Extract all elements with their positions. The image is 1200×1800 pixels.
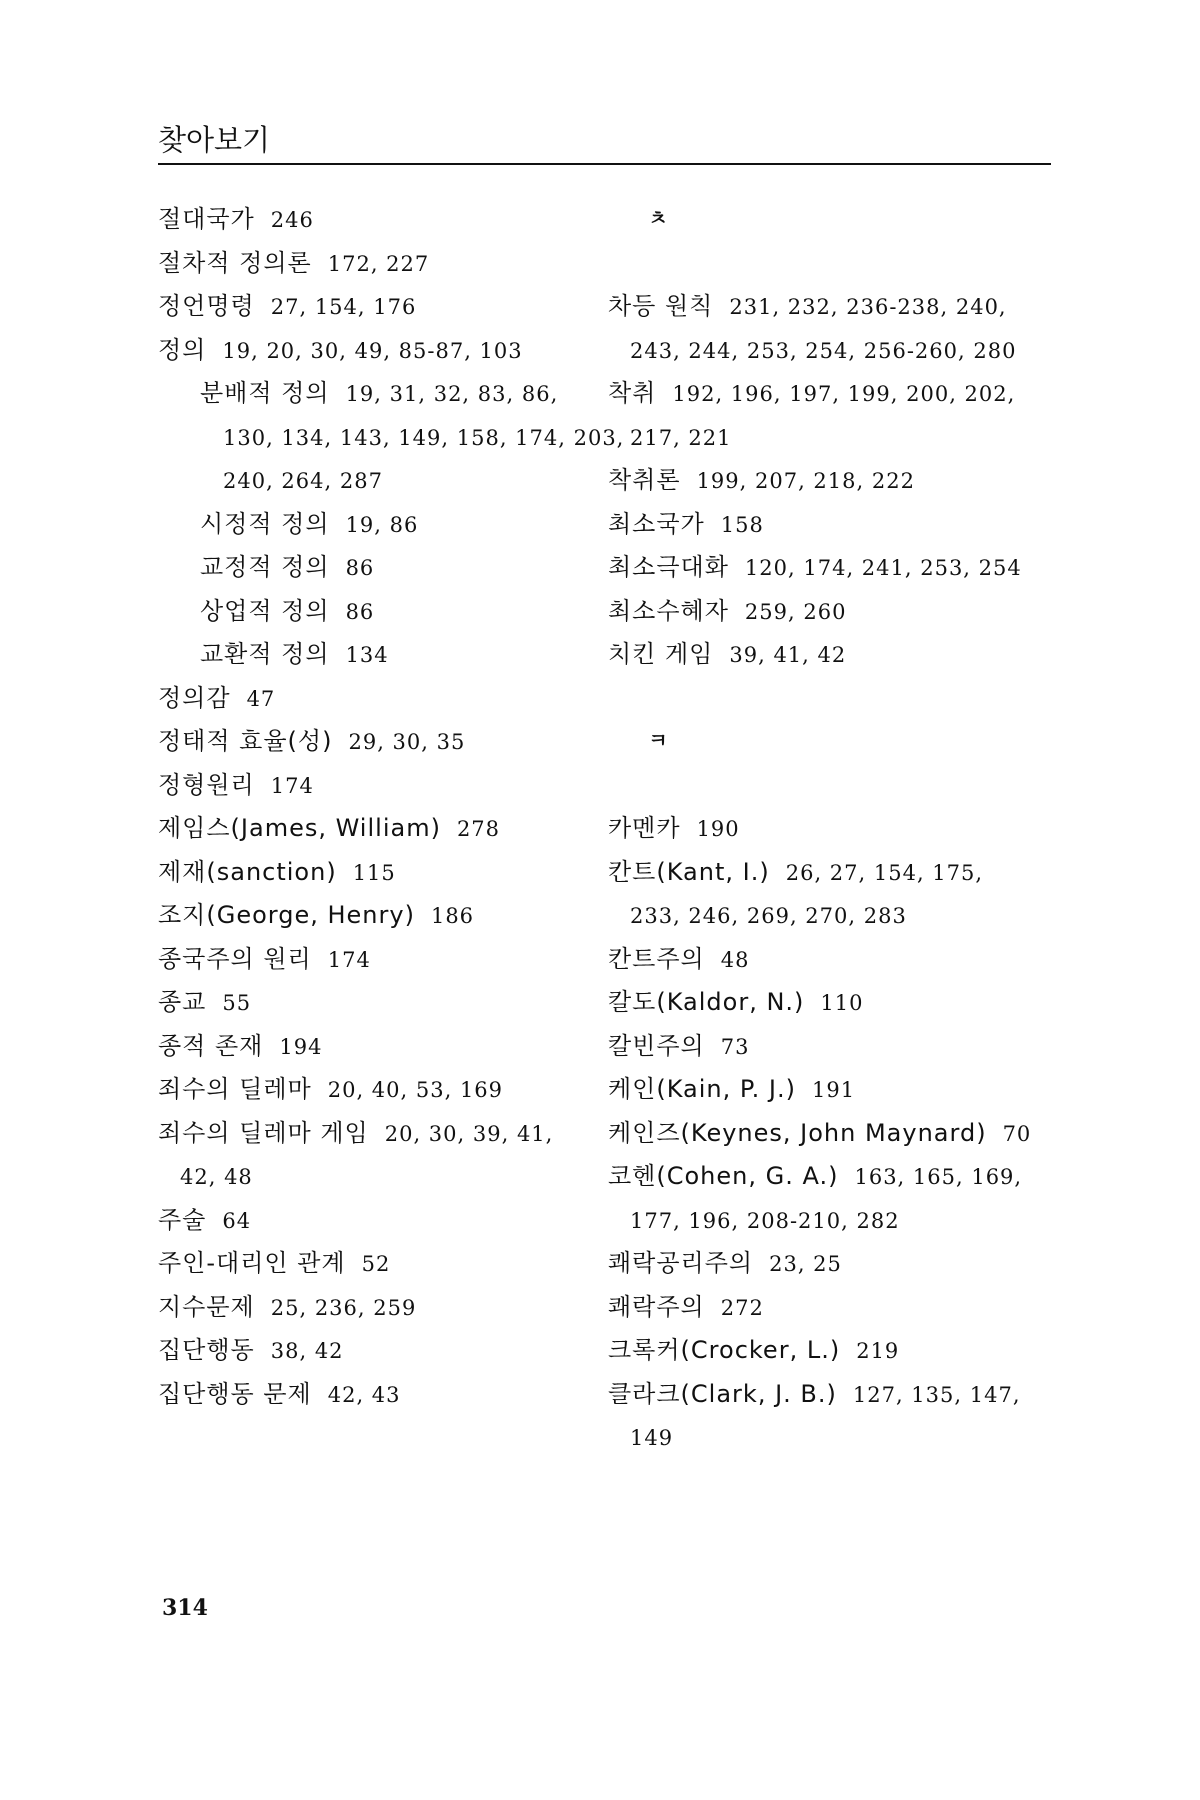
index-entry	[158, 763, 598, 807]
index-left-column	[158, 197, 625, 1415]
index-entry	[608, 1067, 1053, 1111]
index-term: 칸트주의	[608, 944, 705, 973]
index-pages: 23, 25	[769, 1252, 842, 1276]
index-entry	[608, 589, 1053, 633]
index-pages: 86	[345, 599, 375, 624]
index-pages: 70	[1002, 1121, 1032, 1146]
index-pages: 158	[720, 512, 764, 537]
index-term: 지수문제	[158, 1292, 255, 1321]
index-entry	[158, 632, 598, 676]
index-pages: 246	[270, 208, 314, 232]
index-entry	[608, 1024, 1053, 1068]
index-term: 집단행동 문제	[158, 1379, 312, 1408]
index-term: 칼도(Kaldor, N.)	[608, 988, 805, 1016]
index-pages: 219	[856, 1339, 900, 1363]
index-term: 최소국가	[608, 509, 705, 538]
index-term: 칼빈주의	[608, 1031, 705, 1060]
index-pages: 25, 236, 259	[270, 1295, 417, 1320]
index-pages: 174	[270, 773, 314, 798]
index-term: 쾌락주의	[608, 1292, 705, 1321]
index-entry	[608, 893, 1053, 937]
index-entry	[158, 1372, 598, 1416]
index-pages: 120, 174, 241, 253, 254	[744, 556, 1022, 580]
index-entry	[158, 676, 598, 720]
index-term: 케인(Kain, P. J.)	[608, 1075, 796, 1103]
index-pages: 39, 41, 42	[729, 643, 847, 667]
index-entry	[158, 328, 598, 372]
index-term: 시정적 정의	[200, 509, 330, 538]
index-term: 정형원리	[158, 770, 255, 799]
index-pages: 130, 134, 143, 149, 158, 174, 203,	[223, 425, 625, 450]
index-entry	[608, 1415, 1053, 1459]
index-pages: 115	[352, 860, 396, 885]
index-entry	[608, 980, 1053, 1024]
index-entry	[158, 371, 598, 415]
index-pages: 48	[720, 947, 750, 972]
index-entry	[158, 1067, 598, 1111]
index-term: 분배적 정의	[200, 379, 330, 407]
index-term: 정태적 효율(성)	[158, 727, 333, 755]
index-term: 종적 존재	[158, 1031, 264, 1060]
index-entry	[608, 415, 1053, 459]
index-pages: 163, 165, 169,	[854, 1165, 1023, 1189]
index-pages: 149	[630, 1426, 674, 1450]
index-term: 교환적 정의	[200, 640, 330, 668]
index-pages: 134	[345, 643, 389, 667]
index-pages: 192, 196, 197, 199, 200, 202,	[672, 382, 1016, 406]
index-pages: 86	[345, 556, 375, 580]
index-entry	[608, 1328, 1053, 1372]
index-term: 절차적 정의론	[158, 248, 312, 277]
index-pages: 42, 43	[327, 1382, 401, 1407]
index-entry	[608, 937, 1053, 981]
index-entry	[608, 241, 1053, 285]
index-term: 클라크(Clark, J. B.)	[608, 1379, 837, 1408]
index-pages: 177, 196, 208-210, 282	[630, 1208, 900, 1233]
index-pages: 194	[279, 1034, 323, 1059]
index-pages: 38, 42	[270, 1339, 344, 1363]
index-entry	[158, 980, 598, 1024]
index-entry	[608, 545, 1053, 589]
index-section-heading: ㅊ	[648, 206, 668, 230]
index-term: 크록커(Crocker, L.)	[608, 1336, 841, 1364]
index-entry	[158, 1154, 598, 1198]
index-entry	[608, 458, 1053, 502]
index-pages: 26, 27, 154, 175,	[785, 860, 984, 885]
index-pages: 19, 20, 30, 49, 85-87, 103	[222, 338, 523, 363]
index-entry	[158, 1198, 598, 1242]
index-term: 상업적 정의	[200, 596, 330, 625]
index-entry	[158, 415, 625, 459]
index-entry	[608, 1285, 1053, 1329]
index-pages: 73	[720, 1034, 750, 1059]
index-term: 칸트(Kant, I.)	[608, 857, 770, 886]
index-term: 정의감	[158, 683, 231, 712]
index-entry	[158, 502, 598, 546]
index-section-heading: ㅋ	[648, 728, 668, 752]
index-entry	[608, 850, 1053, 894]
index-pages: 47	[246, 686, 276, 711]
index-entry	[158, 197, 598, 241]
index-entry	[158, 458, 598, 502]
index-term: 정언명령	[158, 292, 255, 320]
index-term: 차등 원칙	[608, 292, 714, 320]
index-pages: 272	[720, 1295, 764, 1320]
index-pages: 19, 31, 32, 83, 86,	[345, 382, 559, 406]
index-entry	[608, 1111, 1053, 1155]
index-pages: 278	[456, 817, 501, 841]
index-pages: 233, 246, 269, 270, 283	[630, 904, 907, 928]
index-entry	[158, 241, 598, 285]
index-term: 주인-대리인 관계	[158, 1249, 346, 1277]
index-term: 케인즈(Keynes, John Maynard)	[608, 1118, 987, 1147]
index-pages: 110	[820, 991, 864, 1015]
index-pages: 259, 260	[744, 599, 847, 624]
index-pages: 55	[222, 991, 252, 1015]
index-entry	[608, 502, 1053, 546]
index-entry	[158, 1328, 598, 1372]
index-entry	[158, 719, 598, 763]
index-pages: 199, 207, 218, 222	[696, 469, 915, 493]
index-term: 제재(sanction)	[158, 857, 337, 886]
index-term: 착취	[608, 379, 657, 407]
index-right-column	[608, 197, 1053, 1459]
index-pages: 127, 135, 147,	[852, 1382, 1021, 1407]
index-term: 카멘카	[608, 814, 681, 842]
index-pages: 172, 227	[327, 251, 430, 276]
index-pages: 64	[222, 1208, 252, 1233]
index-term: 집단행동	[158, 1336, 255, 1364]
index-entry	[608, 1198, 1053, 1242]
index-entry	[608, 328, 1053, 372]
index-pages: 191	[811, 1078, 856, 1102]
index-entry	[608, 632, 1053, 676]
index-term: 주술	[158, 1205, 207, 1234]
index-entry	[158, 284, 598, 328]
index-term: 교정적 정의	[200, 553, 330, 581]
index-entry	[158, 545, 598, 589]
index-pages: 190	[696, 817, 740, 841]
index-term: 착취론	[608, 466, 681, 494]
index-pages: 217, 221	[630, 425, 732, 450]
index-term: 쾌락공리주의	[608, 1249, 754, 1277]
index-entry	[158, 806, 598, 850]
index-entry	[158, 850, 598, 894]
index-pages: 20, 30, 39, 41,	[384, 1121, 554, 1146]
index-term: 죄수의 딜레마	[158, 1075, 312, 1103]
index-pages: 19, 86	[345, 512, 419, 537]
index-pages: 186	[430, 904, 475, 928]
index-pages: 20, 40, 53, 169	[327, 1078, 504, 1102]
page-header-title: 찾아보기	[158, 123, 271, 157]
page-number: 314	[162, 1595, 208, 1621]
index-term: 최소수혜자	[608, 596, 729, 625]
index-pages: 174	[327, 947, 371, 972]
index-term: 정의	[158, 335, 207, 364]
index-pages: 29, 30, 35	[348, 730, 466, 754]
index-entry	[608, 763, 1053, 807]
index-entry	[608, 1241, 1053, 1285]
index-term: 종교	[158, 988, 207, 1016]
index-entry	[158, 893, 598, 937]
header-rule	[158, 163, 1051, 165]
index-entry	[158, 937, 598, 981]
index-term: 종국주의 원리	[158, 944, 312, 973]
index-entry	[158, 1111, 598, 1155]
index-entry	[158, 1024, 598, 1068]
index-term: 치킨 게임	[608, 640, 714, 668]
index-entry	[608, 1372, 1053, 1416]
index-term: 조지(George, Henry)	[158, 901, 415, 929]
index-pages: 42, 48	[180, 1165, 253, 1189]
index-pages: 52	[361, 1252, 391, 1276]
index-term: 코헨(Cohen, G. A.)	[608, 1162, 839, 1190]
index-entry	[608, 284, 1053, 328]
index-entry	[158, 1285, 598, 1329]
index-pages: 243, 244, 253, 254, 256-260, 280	[630, 338, 1017, 363]
index-entry	[158, 589, 598, 633]
index-term: 최소극대화	[608, 553, 729, 581]
index-entry	[158, 1241, 598, 1285]
index-entry	[608, 371, 1053, 415]
index-pages: 27, 154, 176	[270, 295, 417, 319]
index-entry	[608, 806, 1053, 850]
index-pages: 231, 232, 236-238, 240,	[729, 295, 1007, 319]
index-term: 제임스(James, William)	[158, 814, 441, 842]
index-term: 절대국가	[158, 205, 255, 233]
index-entry	[608, 676, 1053, 720]
index-pages: 240, 264, 287	[223, 469, 383, 493]
index-term: 죄수의 딜레마 게임	[158, 1118, 369, 1147]
index-entry	[608, 1154, 1053, 1198]
